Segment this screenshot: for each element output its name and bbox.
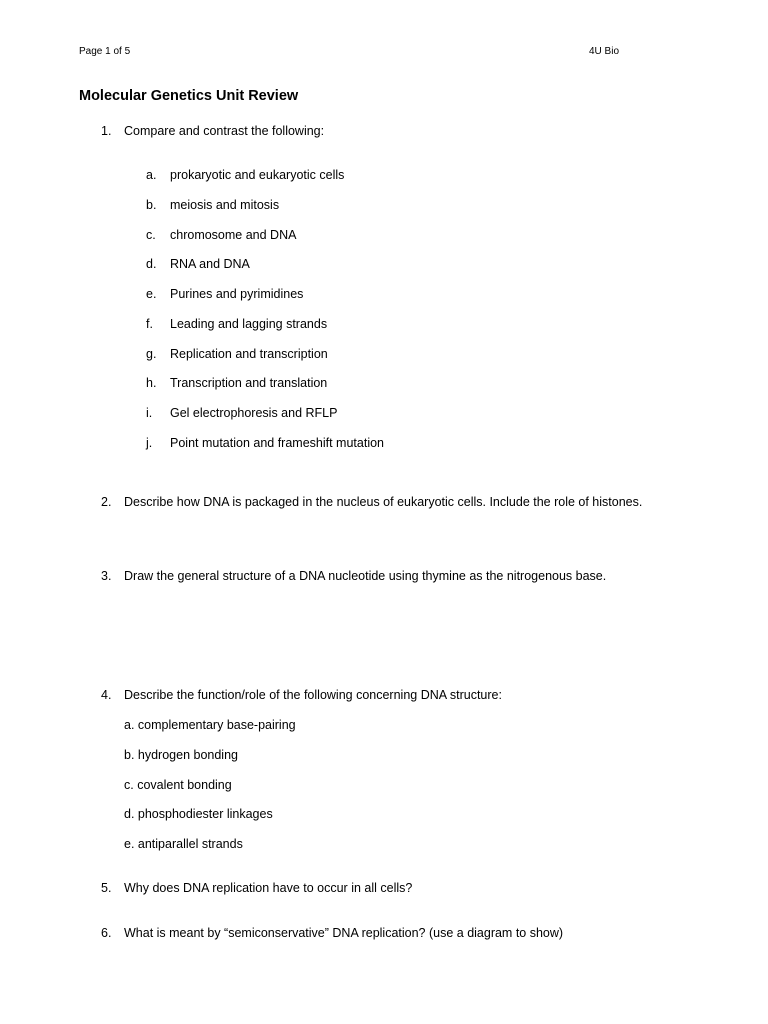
item-letter: f.: [146, 317, 153, 331]
list-item: b. hydrogen bonding: [124, 748, 238, 762]
course-code: 4U Bio: [589, 46, 620, 57]
item-letter: g.: [146, 347, 157, 361]
item-text: Gel electrophoresis and RFLP: [170, 406, 338, 420]
question-number: 2.: [101, 495, 112, 509]
item-text: Point mutation and frameshift mutation: [170, 436, 385, 450]
list-item: c. covalent bonding: [124, 778, 232, 792]
item-text: Transcription and translation: [170, 376, 328, 390]
question-number: 6.: [101, 926, 112, 940]
question-text: Describe the function/role of the following concerning DNA structure:: [124, 688, 502, 702]
list-item: a. complementary base-pairing: [124, 718, 296, 732]
item-text: Leading and lagging strands: [170, 317, 328, 331]
question-number: 1.: [101, 124, 112, 138]
question-number: 5.: [101, 881, 112, 895]
item-letter: c.: [146, 228, 156, 242]
question-text: Why does DNA replication have to occur in all cells?: [124, 881, 413, 895]
item-text: RNA and DNA: [170, 257, 250, 271]
question-text: Draw the general structure of a DNA nucleotide using thymine as the nitrogenous base.: [124, 569, 607, 583]
item-letter: e.: [146, 287, 157, 301]
item-text: chromosome and DNA: [170, 228, 297, 242]
item-letter: j.: [146, 436, 153, 450]
item-letter: h.: [146, 376, 157, 390]
item-text: Purines and pyrimidines: [170, 287, 304, 301]
question-text: Compare and contrast the following:: [124, 124, 325, 138]
question-number: 3.: [101, 569, 112, 583]
item-text: Replication and transcription: [170, 347, 328, 361]
item-letter: a.: [146, 168, 157, 182]
question-text: What is meant by “semiconservative” DNA replication? (use a diagram to show): [124, 926, 564, 940]
item-letter: i.: [146, 406, 153, 420]
list-item: e. antiparallel strands: [124, 837, 243, 851]
item-text: meiosis and mitosis: [170, 198, 280, 212]
question-text: Describe how DNA is packaged in the nucleus of eukaryotic cells. Include the role of histones.: [124, 495, 643, 509]
item-text: prokaryotic and eukaryotic cells: [170, 168, 345, 182]
item-letter: b.: [146, 198, 157, 212]
list-item: d. phosphodiester linkages: [124, 807, 273, 821]
document-title: Molecular Genetics Unit Review: [79, 88, 299, 104]
question-number: 4.: [101, 688, 112, 702]
page-number: Page 1 of 5: [79, 46, 131, 57]
item-letter: d.: [146, 257, 157, 271]
